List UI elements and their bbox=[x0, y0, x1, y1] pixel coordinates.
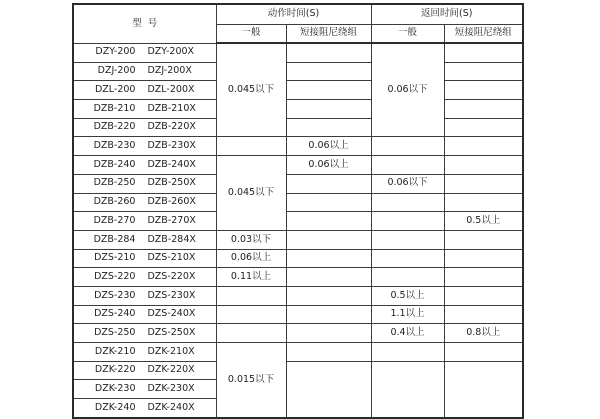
model-cell bbox=[73, 399, 216, 418]
table-row bbox=[73, 249, 523, 268]
return-damped-cell bbox=[444, 81, 523, 100]
table-row bbox=[73, 230, 523, 249]
action-general-cell bbox=[216, 137, 286, 156]
action-damped-cell bbox=[286, 343, 371, 362]
model-name-variant: DZB-240X bbox=[147, 158, 196, 170]
model-name-variant: DZK-220X bbox=[147, 364, 195, 376]
model-name-primary: DZS-230 bbox=[94, 289, 136, 301]
action-damped-header: 短接阻尼绕组 bbox=[286, 25, 371, 44]
model-name-primary: DZK-240 bbox=[94, 401, 136, 413]
action-damped-cell bbox=[286, 43, 371, 62]
model-cell bbox=[73, 62, 216, 81]
return-damped-cell bbox=[444, 100, 523, 119]
action-general-cell: 0.03以下 bbox=[216, 230, 286, 249]
model-name-variant: DZJ-200X bbox=[147, 65, 192, 77]
model-name-primary: DZB-270 bbox=[93, 214, 136, 226]
model-cell bbox=[73, 174, 216, 193]
action-damped-cell bbox=[286, 286, 371, 305]
action-damped-cell bbox=[286, 118, 371, 137]
model-name-variant: DZB-260X bbox=[147, 196, 196, 208]
return-damped-cell: 0.5以上 bbox=[444, 212, 523, 231]
return-damped-header: 短接阻尼绕组 bbox=[444, 25, 523, 44]
table-row bbox=[73, 305, 523, 324]
model-name-primary: DZB-240 bbox=[93, 158, 136, 170]
action-general-cell: 0.11以上 bbox=[216, 268, 286, 287]
action-damped-cell bbox=[286, 174, 371, 193]
return-general-cell bbox=[371, 343, 444, 362]
action-damped-cell bbox=[286, 62, 371, 81]
model-name-variant: DZY-200X bbox=[147, 46, 195, 58]
action-damped-cell bbox=[286, 305, 371, 324]
action-damped-cell bbox=[286, 249, 371, 268]
model-cell bbox=[73, 268, 216, 287]
return-general-cell bbox=[371, 249, 444, 268]
model-name-variant: DZK-210X bbox=[147, 345, 195, 357]
model-name-variant: DZB-210X bbox=[147, 102, 196, 114]
action-damped-cell: 0.06以上 bbox=[286, 156, 371, 175]
return-damped-cell bbox=[444, 305, 523, 324]
model-name-primary: DZS-240 bbox=[94, 308, 136, 320]
return-time-header: 返回时间(S) bbox=[371, 4, 523, 25]
return-damped-cell bbox=[444, 268, 523, 287]
action-time-header: 动作时间(S) bbox=[216, 4, 371, 25]
return-general-cell bbox=[371, 230, 444, 249]
model-name-primary: DZK-220 bbox=[94, 364, 136, 376]
return-damped-cell bbox=[444, 193, 523, 212]
model-name-variant: DZS-210X bbox=[147, 252, 196, 264]
return-damped-cell: 0.8以上 bbox=[444, 324, 523, 343]
table-row bbox=[73, 156, 523, 175]
table-row bbox=[73, 343, 523, 362]
return-general-cell: 0.5以上 bbox=[371, 286, 444, 305]
model-name-primary: DZS-220 bbox=[94, 270, 136, 282]
model-cell bbox=[73, 380, 216, 399]
model-cell bbox=[73, 324, 216, 343]
return-general-cell bbox=[371, 268, 444, 287]
table-row bbox=[73, 43, 523, 62]
return-damped-cell bbox=[444, 286, 523, 305]
return-damped-cell bbox=[444, 230, 523, 249]
return-general-cell: 1.1以上 bbox=[371, 305, 444, 324]
return-damped-cell bbox=[444, 249, 523, 268]
action-damped-cell bbox=[286, 230, 371, 249]
model-name-variant: DZK-230X bbox=[147, 383, 195, 394]
table-row bbox=[73, 212, 523, 231]
relay-spec-table-container bbox=[72, 3, 524, 419]
return-damped-cell bbox=[444, 137, 523, 156]
model-name-primary: DZS-210 bbox=[94, 252, 136, 264]
model-name-primary: DZY-200 bbox=[95, 46, 136, 58]
model-cell bbox=[73, 118, 216, 137]
action-general-cell bbox=[216, 324, 286, 343]
action-damped-cell bbox=[286, 268, 371, 287]
action-general-cell bbox=[216, 305, 286, 324]
model-cell bbox=[73, 230, 216, 249]
action-general-header: 一般 bbox=[216, 25, 286, 44]
model-cell bbox=[73, 305, 216, 324]
model-name-variant: DZS-230X bbox=[147, 289, 196, 301]
table-row bbox=[73, 100, 523, 119]
table-row bbox=[73, 361, 523, 380]
table-row bbox=[73, 137, 523, 156]
model-cell bbox=[73, 43, 216, 62]
return-damped-cell bbox=[444, 361, 523, 418]
return-general-cell: 0.4以上 bbox=[371, 324, 444, 343]
action-general-cell: 0.045以下 bbox=[216, 43, 286, 137]
return-general-cell bbox=[371, 137, 444, 156]
return-damped-cell bbox=[444, 174, 523, 193]
table-row bbox=[73, 81, 523, 100]
model-name-variant: DZK-240X bbox=[147, 401, 195, 413]
model-name-primary: DZK-210 bbox=[94, 345, 136, 357]
model-name-primary: DZS-250 bbox=[94, 326, 136, 338]
table-row bbox=[73, 62, 523, 81]
return-general-cell: 0.06以下 bbox=[371, 43, 444, 137]
table-row bbox=[73, 286, 523, 305]
model-cell bbox=[73, 81, 216, 100]
model-name-variant: DZS-220X bbox=[147, 270, 196, 282]
action-damped-cell bbox=[286, 100, 371, 119]
table-row bbox=[73, 118, 523, 137]
model-cell bbox=[73, 343, 216, 362]
model-name-primary: DZB-260 bbox=[93, 196, 136, 208]
table-row bbox=[73, 324, 523, 343]
action-damped-cell bbox=[286, 361, 371, 418]
model-name-variant: DZS-250X bbox=[147, 326, 196, 338]
header-row-groups bbox=[73, 4, 523, 25]
model-name-primary: DZB-250 bbox=[93, 177, 136, 189]
model-cell bbox=[73, 361, 216, 380]
model-name-variant: DZL-200X bbox=[147, 84, 195, 95]
return-general-cell bbox=[371, 193, 444, 212]
model-name-primary: DZB-220 bbox=[93, 121, 136, 133]
action-general-cell: 0.06以上 bbox=[216, 249, 286, 268]
action-general-cell: 0.015以下 bbox=[216, 343, 286, 418]
action-damped-cell bbox=[286, 324, 371, 343]
model-cell bbox=[73, 193, 216, 212]
return-general-cell bbox=[371, 212, 444, 231]
table-row bbox=[73, 174, 523, 193]
model-name-variant: DZB-250X bbox=[147, 177, 196, 189]
model-name-primary: DZB-210 bbox=[93, 102, 136, 114]
return-general-cell: 0.06以下 bbox=[371, 174, 444, 193]
return-general-cell bbox=[371, 156, 444, 175]
model-cell bbox=[73, 212, 216, 231]
model-name-primary: DZB-230 bbox=[93, 140, 136, 152]
action-general-cell: 0.045以下 bbox=[216, 156, 286, 231]
action-damped-cell bbox=[286, 212, 371, 231]
table-row bbox=[73, 193, 523, 212]
model-cell bbox=[73, 100, 216, 119]
action-damped-cell bbox=[286, 193, 371, 212]
return-damped-cell bbox=[444, 156, 523, 175]
return-damped-cell bbox=[444, 62, 523, 81]
model-name-primary: DZJ-200 bbox=[97, 65, 136, 77]
table-row bbox=[73, 268, 523, 287]
return-general-header: 一般 bbox=[371, 25, 444, 44]
model-name-primary: DZB-284 bbox=[93, 233, 136, 245]
action-damped-cell: 0.06以上 bbox=[286, 137, 371, 156]
return-damped-cell bbox=[444, 118, 523, 137]
model-column-header: 型 号 bbox=[73, 4, 216, 43]
model-cell bbox=[73, 137, 216, 156]
spec-table bbox=[72, 3, 524, 419]
model-name-variant: DZB-284X bbox=[147, 233, 196, 245]
model-cell bbox=[73, 249, 216, 268]
return-damped-cell bbox=[444, 343, 523, 362]
model-name-variant: DZS-240X bbox=[147, 308, 196, 320]
model-name-variant: DZB-230X bbox=[147, 140, 196, 152]
model-name-variant: DZB-270X bbox=[147, 214, 196, 226]
return-general-cell bbox=[371, 361, 444, 418]
model-cell bbox=[73, 286, 216, 305]
return-damped-cell bbox=[444, 43, 523, 62]
action-general-cell bbox=[216, 286, 286, 305]
model-name-variant: DZB-220X bbox=[147, 121, 196, 133]
model-name-primary: DZK-230 bbox=[94, 383, 136, 394]
model-name-primary: DZL-200 bbox=[94, 84, 136, 95]
action-damped-cell bbox=[286, 81, 371, 100]
model-cell bbox=[73, 156, 216, 175]
